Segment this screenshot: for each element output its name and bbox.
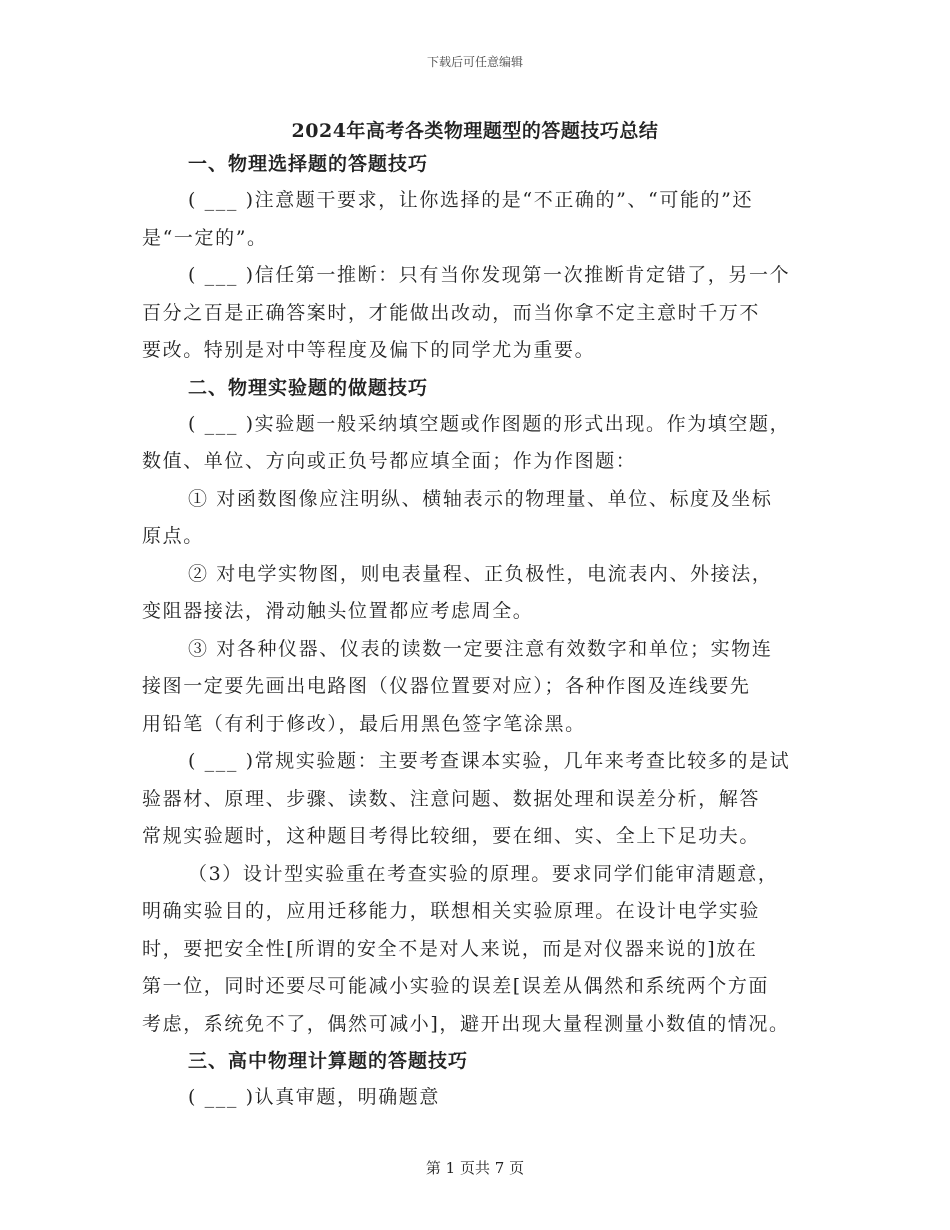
section-heading-1: 一、物理选择题的答题技巧 bbox=[188, 153, 429, 175]
paragraph-4 bbox=[142, 481, 812, 556]
text-line: 考虑，系统免不了，偶然可减小]，避开出现大量程测量小数值的情况。 bbox=[142, 1012, 790, 1035]
text-line: 验器材、原理、步骤、读数、注意问题、数据处理和误差分析，解答 bbox=[142, 787, 761, 810]
text-line: 要改。特别是对中等程度及偏下的同学尤为重要。 bbox=[142, 339, 596, 361]
paragraph-3 bbox=[142, 406, 812, 481]
text-line: ② 对电学实物图，则电表量程、正负极性，电流表内、外接法， bbox=[188, 562, 773, 585]
text-line: ( ___ )信任第一推断：只有当你发现第一次推断肯定错了，另一个 bbox=[188, 264, 791, 286]
page-footer: 第 1 页共 7 页 bbox=[425, 1159, 525, 1177]
text-line: 用铅笔（有利于修改），最后用黑色签字笔涂黑。 bbox=[142, 712, 586, 735]
text-line: 时，要把安全性[所谓的安全不是对人来说，而是对仪器来说的]放在 bbox=[142, 937, 758, 960]
text-line: 是“一定的”。 bbox=[142, 226, 268, 249]
paragraph-2 bbox=[142, 257, 812, 370]
text-line: ( ___ )实验题一般采纳填空题或作图题的形式出现。作为填空题， bbox=[188, 412, 791, 435]
text-line: 第一位，同时还要尽可能减小实验的误差[误差从偶然和系统两个方面 bbox=[142, 975, 770, 997]
text-line: 数值、单位、方向或正负号都应填全面；作为作图题： bbox=[142, 450, 637, 472]
paragraph-6 bbox=[142, 631, 812, 744]
text-line: 原点。 bbox=[142, 525, 204, 547]
document-title: 2024年高考各类物理题型的答题技巧总结 bbox=[291, 120, 659, 142]
text-line: 变阻器接法，滑动触头位置都应考虑周全。 bbox=[142, 600, 534, 622]
paragraph-1 bbox=[142, 182, 812, 257]
section-heading-3: 三、高中物理计算题的答题技巧 bbox=[188, 1050, 469, 1072]
paragraph-7 bbox=[142, 743, 812, 856]
section-heading-2: 二、物理实验题的做题技巧 bbox=[188, 376, 429, 399]
paragraph-9 bbox=[142, 1079, 812, 1117]
text-line: 常规实验题时，这种题目考得比较细，要在细、实、全上下足功夫。 bbox=[142, 825, 761, 847]
paragraph-5 bbox=[142, 556, 812, 631]
text-line: ③ 对各种仪器、仪表的读数一定要注意有效数字和单位；实物连 bbox=[188, 637, 773, 660]
text-line: ( ___ )常规实验题：主要考查课本实验，几年来考查比较多的是试 bbox=[188, 750, 791, 772]
text-line: 明确实验目的，应用迁移能力，联想相关实验原理。在设计电学实验 bbox=[142, 900, 761, 922]
text-line: 百分之百是正确答案时，才能做出改动，而当你拿不定主意时千万不 bbox=[142, 301, 761, 324]
text-line: 接图一定要先画出电路图（仪器位置要对应）；各种作图及连线要先 bbox=[142, 675, 751, 697]
paragraph-8 bbox=[142, 856, 812, 1044]
text-line: （3）设计型实验重在考查实验的原理。要求同学们能审清题意， bbox=[188, 862, 779, 885]
text-line: ( ___ )认真审题，明确题意 bbox=[188, 1086, 441, 1108]
document-body bbox=[142, 146, 812, 1117]
text-line: ( ___ )注意题干要求，让你选择的是“不正确的”、“可能的”还 bbox=[188, 189, 754, 211]
text-line: ① 对函数图像应注明纵、横轴表示的物理量、单位、标度及坐标 bbox=[188, 487, 773, 510]
page-header: 下载后可任意编辑 bbox=[426, 55, 523, 69]
